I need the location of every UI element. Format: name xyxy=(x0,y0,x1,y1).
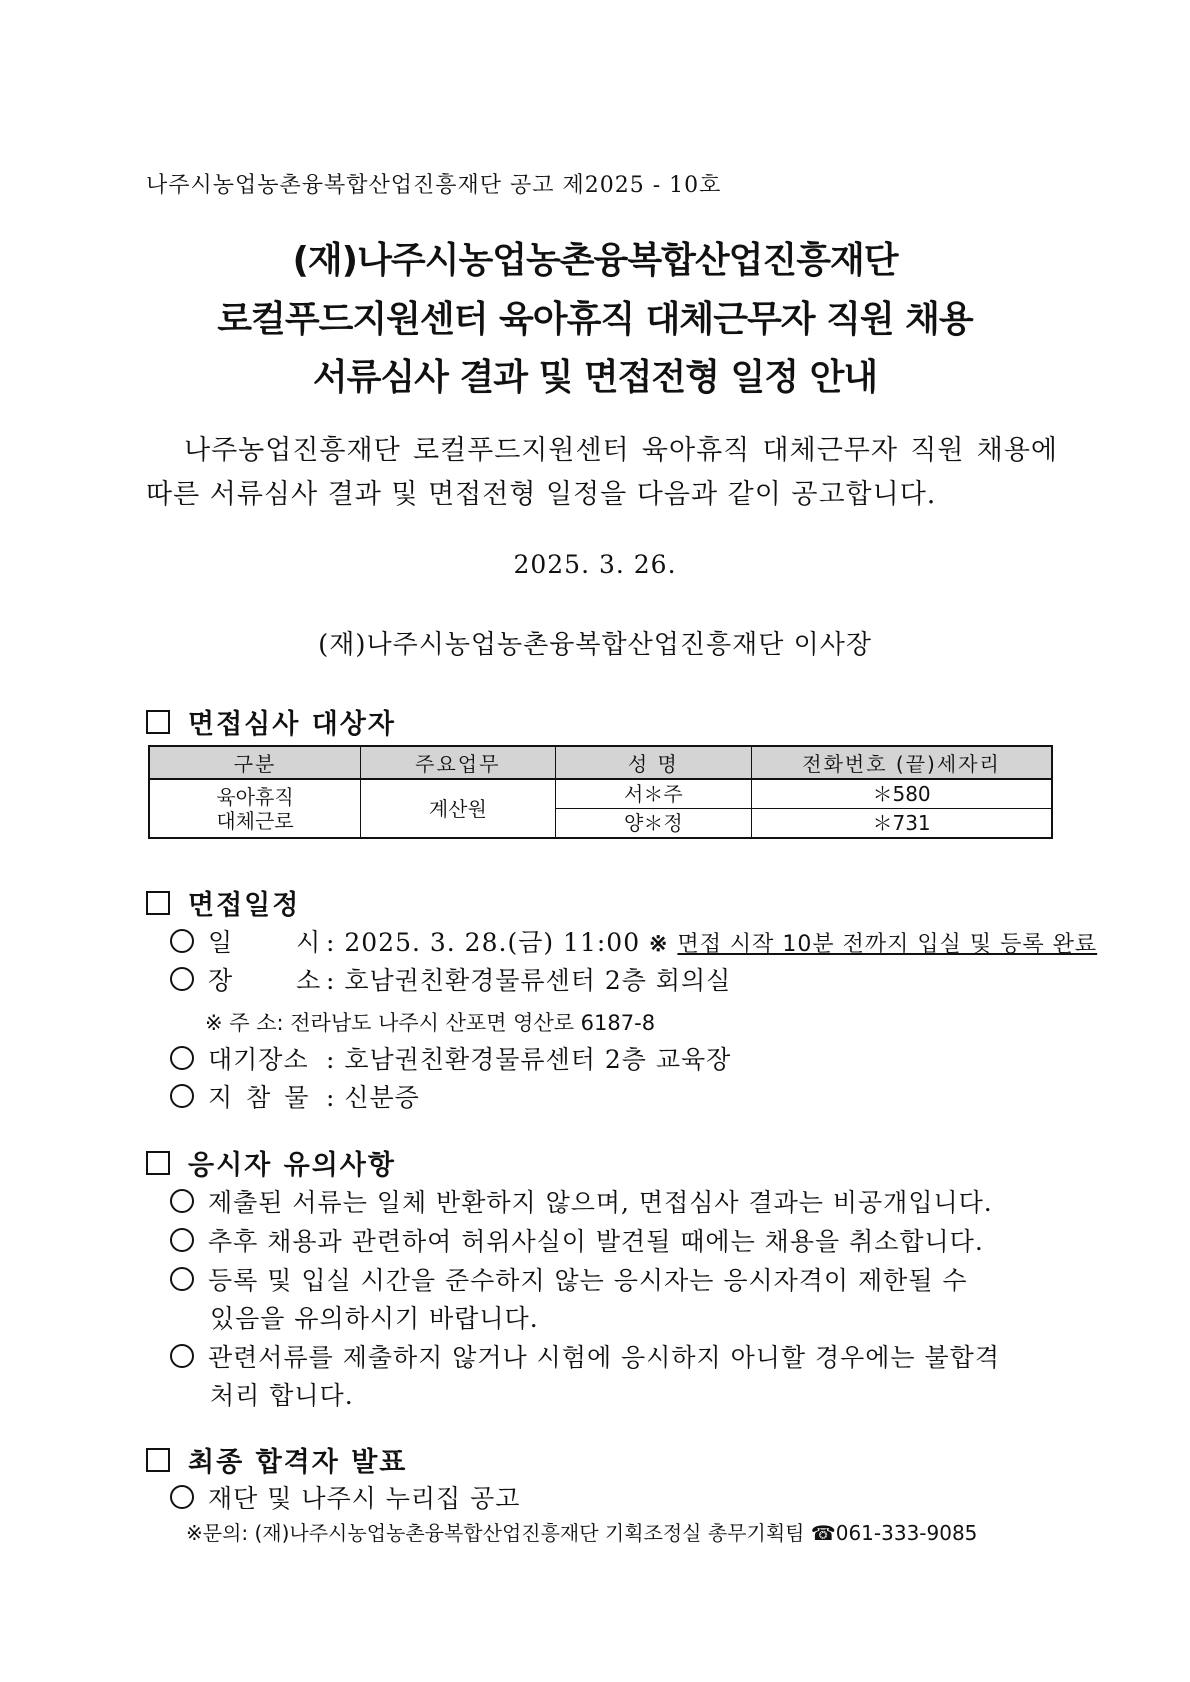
note-item-continuation: 처리 합니다. xyxy=(210,1381,354,1410)
intro-line2: 따른 서류심사 결과 및 면접전형 일정을 다음과 같이 공고합니다. xyxy=(146,479,937,510)
header-phone: 전화번호 (끝)세자리 xyxy=(752,746,1052,779)
candidates-table xyxy=(148,745,1053,839)
table-row xyxy=(149,779,1052,809)
page-title-line3: 서류심사 결과 및 면접전형 일정 안내 xyxy=(312,357,878,398)
header-name: 성 명 xyxy=(555,746,752,779)
announcement-date: 2025. 3. 26. xyxy=(513,550,677,579)
intro-line1: 나주농업진흥재단 로컬푸드지원센터 육아휴직 대체근무자 직원 채용에 xyxy=(184,435,1058,466)
header-duty: 주요업무 xyxy=(361,746,556,779)
circle-bullet-icon xyxy=(170,967,194,991)
circle-bullet-icon xyxy=(170,1046,194,1070)
category-cell xyxy=(149,779,361,838)
note-item: 추후 채용과 관련하여 허위사실이 발견될 때에는 채용을 취소합니다. xyxy=(170,1222,984,1258)
circle-bullet-icon xyxy=(170,1344,194,1368)
category-line2: 대체근로 xyxy=(216,808,294,833)
note-item: 관련서류를 제출하지 않거나 시험에 응시하지 아니할 경우에는 불합격 xyxy=(170,1338,1000,1374)
checkbox-square-icon xyxy=(146,1448,170,1472)
circle-bullet-icon xyxy=(170,1228,194,1252)
circle-bullet-icon xyxy=(170,1485,194,1509)
page-title-line2: 로컬푸드지원센터 육아휴직 대체근무자 직원 채용 xyxy=(217,299,973,340)
schedule-waiting-room: 대기장소 : 호남권친환경물류센터 2층 교육장 xyxy=(170,1040,731,1076)
datetime-note: 면접 시작 10분 전까지 입실 및 등록 완료 xyxy=(677,932,1098,957)
section-heading-schedule: 면접일정 xyxy=(146,883,300,922)
checkbox-square-icon xyxy=(146,891,170,915)
note-item: 제출된 서류는 일체 반환하지 않으며, 면접심사 결과는 비공개입니다. xyxy=(170,1183,993,1219)
name-cell: 양＊정 xyxy=(555,809,752,839)
schedule-items: 지 참 물 : 신분증 xyxy=(170,1078,420,1114)
name-cell: 서＊주 xyxy=(555,779,752,809)
header-category: 구분 xyxy=(149,746,361,779)
issuer: (재)나주시농업농촌융복합산업진흥재단 이사장 xyxy=(318,630,872,660)
checkbox-square-icon xyxy=(146,1151,170,1175)
checkbox-square-icon xyxy=(146,710,170,734)
schedule-datetime: 일 시: 2025. 3. 28.(금) 11:00 ※ 면접 시작 10분 전까지 입실 및 등록 완료 xyxy=(170,923,1097,959)
notice-number: 나주시농업농촌융복합산업진흥재단 공고 제2025 - 10호 xyxy=(146,173,722,198)
section-heading-notes: 응시자 유의사항 xyxy=(146,1143,396,1182)
circle-bullet-icon xyxy=(170,1189,194,1213)
note-item-continuation: 있음을 유의하시기 바랍니다. xyxy=(210,1304,539,1333)
schedule-address: ※ 주 소: 전라남도 나주시 산포면 영산로 6187-8 xyxy=(205,1011,656,1035)
phone-cell: ＊731 xyxy=(752,809,1052,839)
section-heading-final: 최종 합격자 발표 xyxy=(146,1440,407,1479)
note-item: 등록 및 입실 시간을 준수하지 않는 응시자는 응시자격이 제한될 수 xyxy=(170,1261,968,1297)
duty-cell: 계산원 xyxy=(361,779,556,838)
schedule-place: 장 소: 호남권친환경물류센터 2층 회의실 xyxy=(170,961,731,997)
circle-bullet-icon xyxy=(170,1267,194,1291)
table-header-row xyxy=(149,746,1052,779)
phone-cell: ＊580 xyxy=(752,779,1052,809)
final-item: 재단 및 나주시 누리집 공고 xyxy=(170,1479,520,1515)
category-line1: 육아휴직 xyxy=(216,784,294,809)
circle-bullet-icon xyxy=(170,1084,194,1108)
page-title-line1: (재)나주시농업농촌융복합산업진흥재단 xyxy=(292,240,898,281)
section-heading-candidates: 면접심사 대상자 xyxy=(146,702,396,741)
circle-bullet-icon xyxy=(170,929,194,953)
contact-info: ※문의: (재)나주시농업농촌융복합산업진흥재단 기획조정실 총무기획팀 ☎061-333-9085 xyxy=(186,1521,978,1545)
